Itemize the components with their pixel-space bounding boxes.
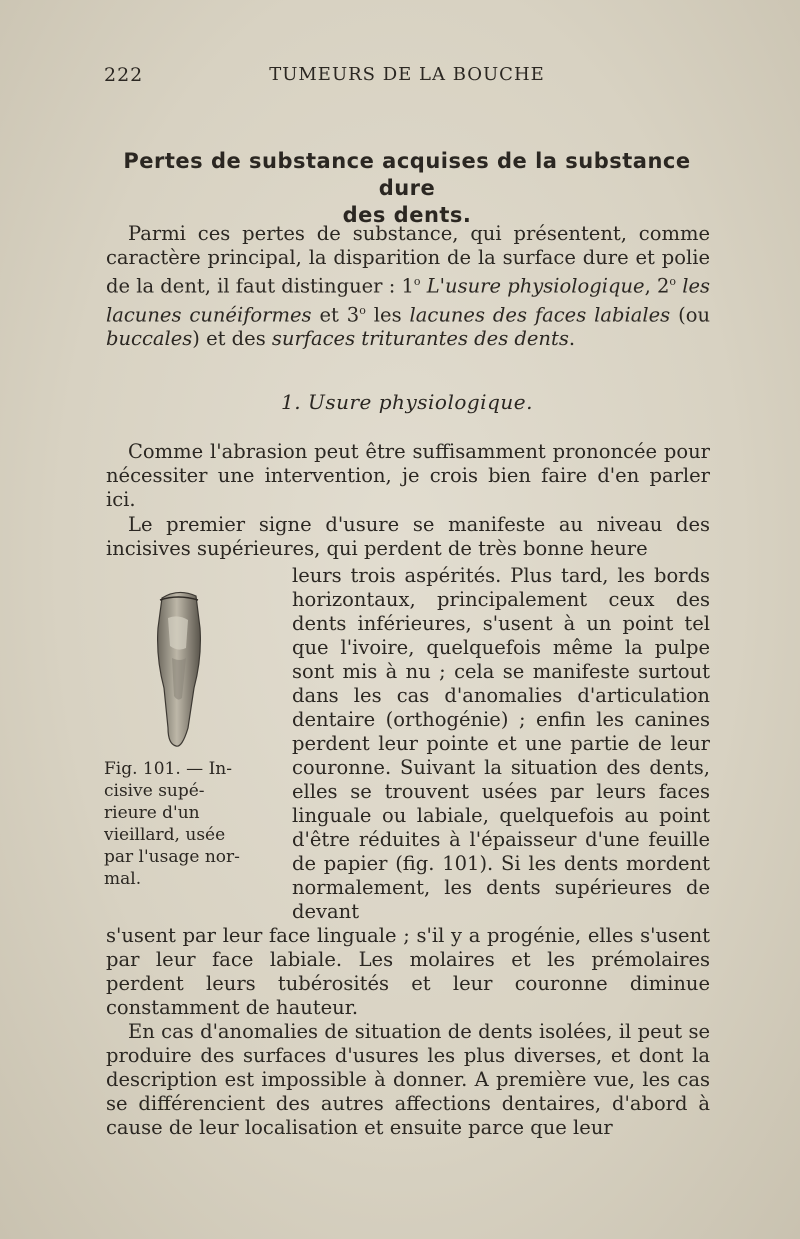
caption-line: vieillard, usée	[104, 825, 226, 845]
intro-text-9: .	[568, 327, 576, 350]
intro-paragraph	[106, 222, 710, 351]
ordinal-2: o	[669, 275, 676, 288]
paragraph-first-sign: Le premier signe d'usure se manifeste au niveau des incisives supérieures, qui perdent de très bonne heure	[106, 513, 710, 560]
section-title	[104, 148, 710, 229]
incisor-illustration	[134, 588, 224, 753]
intro-italic-2: les lacunes cunéiformes	[106, 274, 711, 326]
ordinal-1: o	[413, 275, 421, 288]
caption-line: mal.	[104, 869, 142, 889]
subsection-heading	[104, 390, 710, 414]
intro-text-6: les	[365, 303, 410, 326]
paragraph-progenie: s'usent par leur face linguale ; s'il y a progénie, elles s'usent par leur face labiale. Les molaires et les prémolaires perdent leurs tubérosités et leur couronne diminue constamment de hauteur.	[106, 924, 710, 1019]
running-title: TUMEURS DE LA BOUCHE	[269, 64, 545, 85]
figure-101	[104, 588, 274, 888]
caption-line: par l'usage nor-	[104, 847, 240, 867]
intro-text-3: , 2	[644, 274, 670, 298]
subsection-number: 1.	[281, 390, 302, 414]
subsection-title: Usure physiologique.	[308, 390, 533, 414]
ordinal-3: o	[359, 303, 366, 317]
intro-text-5: et 3	[311, 303, 360, 326]
intro-italic-5: surfaces triturantes des dents	[271, 327, 569, 350]
figure-caption	[104, 758, 274, 890]
running-head	[104, 64, 710, 90]
paragraph-wrap-around-figure: leurs trois aspérités. Plus tard, les bords horizontaux, principalement ceux des dents inférieures, s'usent à un point tel que l'ivoire, quelquefois même la pulpe sont mis à nu ; cela se manifeste surtout dans les cas d'anomalies d'articulation dentaire (orthogénie) ; enfin les canines perdent leur pointe et une partie de leur couronne. Suivant la situation des dents, elles se trouvent usées par leurs faces linguale ou labiale, quelquefois au point d'être réduites à l'épaisseur d'une feuille de papier (fig. 101). Si les dents mordent normalement, les dents supérieures de devant	[292, 564, 710, 923]
caption-line: cisive supé-	[104, 781, 205, 801]
paragraph-anomalies: En cas d'anomalies de situation de dents isolées, il peut se produire des surfaces d'usures les plus diverses, et dont la description est impossible à donner. A première vue, les cas se différencient des autres affections dentaires, d'abord à cause de leur localisation et ensuite parce que leur	[106, 1020, 710, 1139]
caption-line: rieure d'un	[104, 803, 200, 823]
intro-text-1: Parmi ces pertes de substance, qui présentent, comme caractère principal, la disparition de la surface dure et polie de la dent, il faut distinguer : 1	[106, 222, 710, 298]
intro-text-8: ) et des	[192, 327, 272, 350]
page-number: 222	[104, 64, 144, 86]
intro-italic-4: buccales	[106, 327, 193, 350]
paragraph-abrasion: Comme l'abrasion peut être suffisamment prononcée pour nécessiter une intervention, je crois bien faire d'en parler ici.	[106, 440, 710, 511]
intro-text-7: (ou	[670, 303, 711, 326]
section-title-line-1: Pertes de substance acquises de la substance dure	[123, 149, 691, 200]
intro-italic-3: lacunes des faces labiales	[409, 303, 671, 326]
intro-italic-1: L'usure physiologique	[426, 274, 645, 298]
section-title-line-2: des dents.	[342, 203, 472, 227]
caption-line: Fig. 101. — In-	[104, 759, 232, 779]
